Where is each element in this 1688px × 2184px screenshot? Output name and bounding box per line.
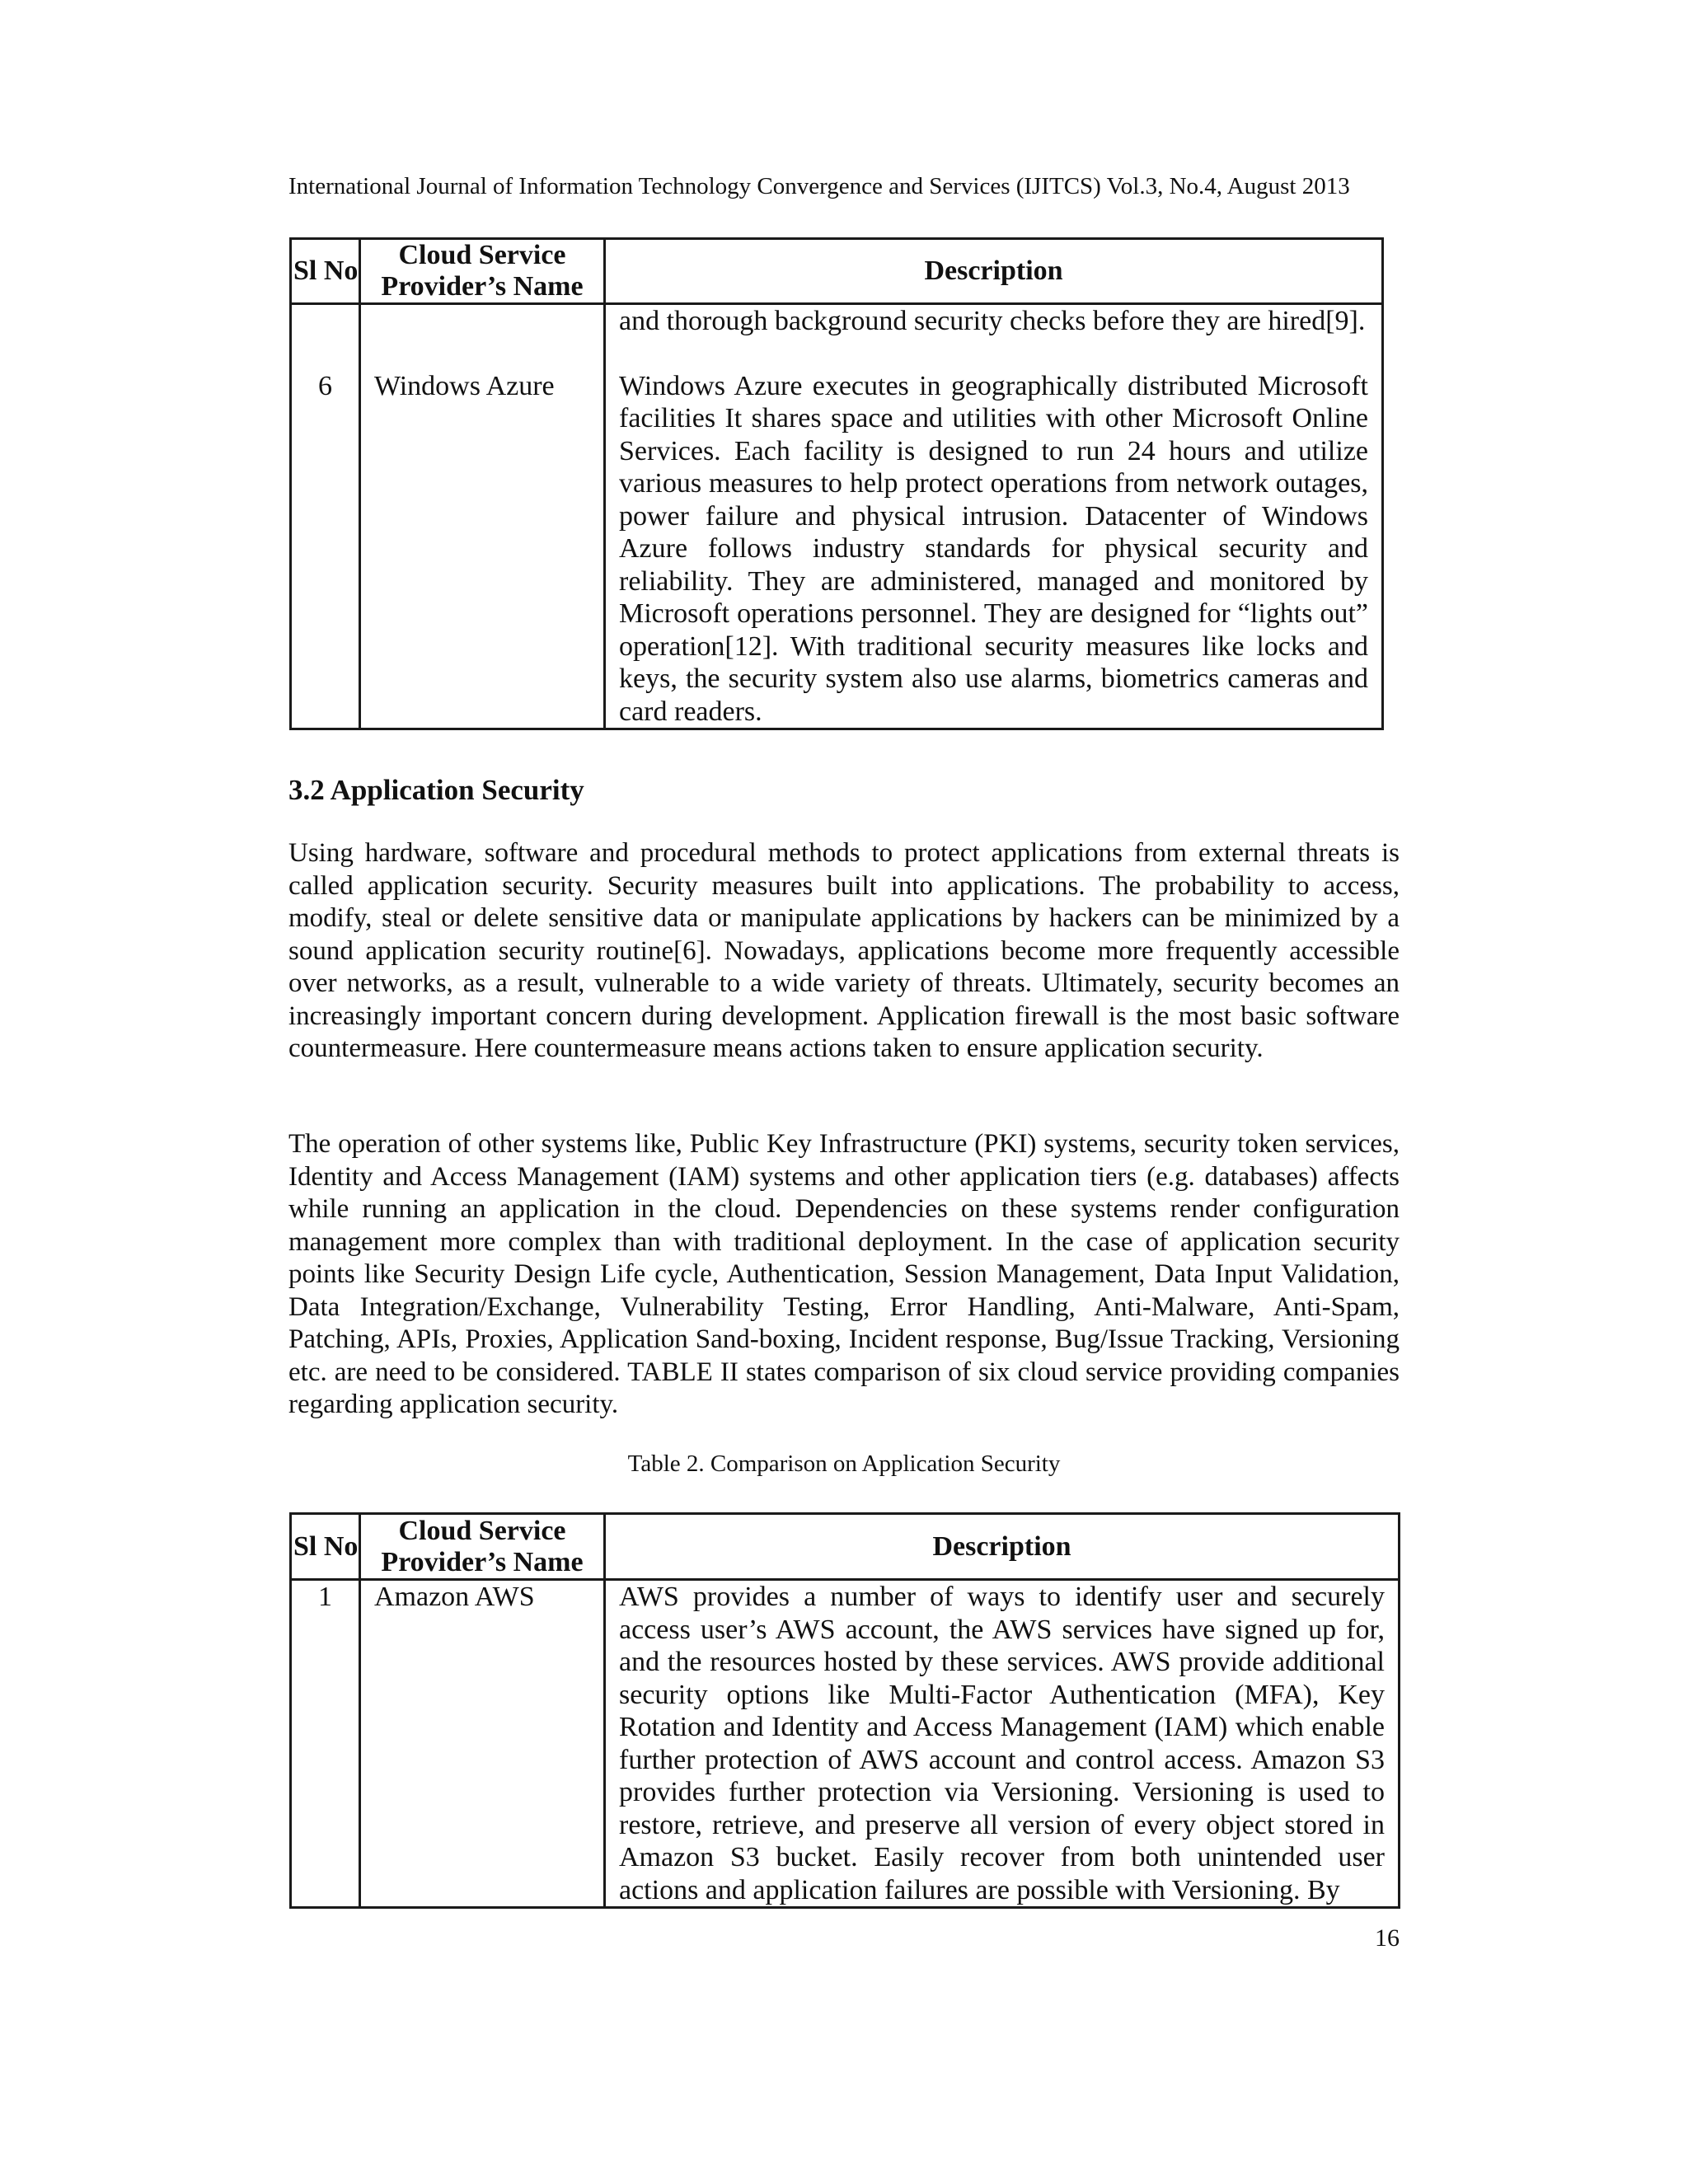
column-header-sl-no: Sl No xyxy=(291,1514,360,1580)
table-row xyxy=(291,304,1383,370)
cell-sl-no xyxy=(291,304,360,370)
table-header-row xyxy=(291,239,1383,304)
cell-description: and thorough background security checks before they are hired[9]. xyxy=(605,304,1383,370)
body-paragraph: Using hardware, software and procedural methods to protect applications from external threats is called application security. Security measures built into applications. The probability to access, modify, steal or delete sensitive data or manipulate applications by hackers can be minimized by a sound application security routine[6]. Nowadays, applications become more frequently accessible over networks, as a result, vulnerable to a wide variety of threats. Ultimately, security becomes an increasingly important concern during development. Application firewall is the most basic software countermeasure. Here countermeasure means actions taken to ensure application security. xyxy=(288,838,1400,1063)
table-header-row xyxy=(291,1514,1400,1580)
provider-header-line-1: Cloud Service xyxy=(398,1515,566,1546)
physical-security-table-continued xyxy=(289,237,1384,730)
column-header-provider-name xyxy=(360,1514,605,1580)
column-header-description: Description xyxy=(605,1514,1400,1580)
cell-sl-no: 6 xyxy=(291,370,360,729)
column-header-sl-no: Sl No xyxy=(291,239,360,304)
cell-description: Windows Azure executes in geographically distributed Microsoft facilities It shares space and utilities with other Microsoft Online Services. Each facility is designed to run 24 hours and utilize various measures to help protect operations from network outages, power failure and physical intrusion. Datacenter of Windows Azure follows industry standards for physical security and reliability. They are administered, managed and monitored by Microsoft operations personnel. They are designed for “lights out” operation[12]. With traditional security measures like locks and keys, the security system also use alarms, biometrics cameras and card readers. xyxy=(605,370,1383,729)
table-caption: Table 2. Comparison on Application Security xyxy=(627,1451,1061,1477)
cell-provider-name: Windows Azure xyxy=(360,370,605,729)
table-row xyxy=(291,370,1383,729)
cell-sl-no: 1 xyxy=(291,1580,360,1908)
section-heading: 3.2 Application Security xyxy=(288,774,584,806)
provider-header-line-2: Provider’s Name xyxy=(381,271,584,302)
provider-header-line-1: Cloud Service xyxy=(398,240,566,270)
cell-description: AWS provides a number of ways to identify user and securely access user’s AWS account, the AWS services have signed up for, and the resources hosted by these services. AWS provide additional security options like Multi-Factor Authentication (MFA), Key Rotation and Identity and Access Management (IAM) which enable further protection of AWS account and control access. Amazon S3 provides further protection via Versioning. Versioning is used to restore, retrieve, and preserve all version of every object stored in Amazon S3 bucket. Easily recover from both unintended user actions and application failures are possible with Versioning. By xyxy=(605,1580,1400,1908)
body-paragraph: The operation of other systems like, Public Key Infrastructure (PKI) systems, security token services, Identity and Access Management (IAM) systems and other application tiers (e.g. databases) affects while running an application in the cloud. Dependencies on these systems render configuration management more complex than with traditional deployment. In the case of application security points like Security Design Life cycle, Authentication, Session Management, Data Input Validation, Data Integration/Exchange, Vulnerability Testing, Error Handling, Anti-Malware, Anti-Spam, Patching, APIs, Proxies, Application Sand-boxing, Incident response, Bug/Issue Tracking, Versioning etc. are need to be considered. TABLE II states comparison of six cloud service providing companies regarding application security. xyxy=(288,1129,1400,1419)
cell-provider-name xyxy=(360,304,605,370)
running-header: International Journal of Information Technology Convergence and Services (IJITCS) Vol.3, No.4, August 2013 xyxy=(288,173,1350,199)
cell-provider-name: Amazon AWS xyxy=(360,1580,605,1908)
column-header-description: Description xyxy=(605,239,1383,304)
application-security-table xyxy=(289,1512,1400,1909)
provider-header-line-2: Provider’s Name xyxy=(381,1546,584,1577)
page-number: 16 xyxy=(1375,1924,1400,1952)
table-row xyxy=(291,1580,1400,1908)
column-header-provider-name xyxy=(360,239,605,304)
